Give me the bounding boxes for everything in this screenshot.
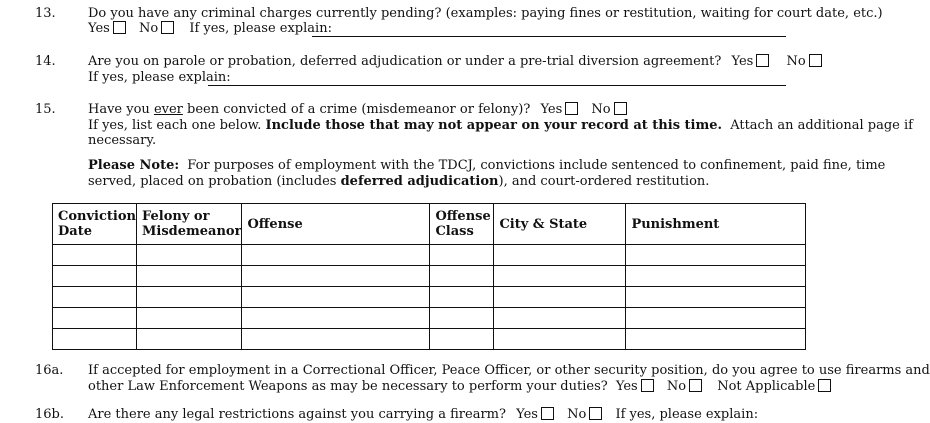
table-cell[interactable] [626,245,806,266]
question-text: Are there any legal restrictions against you carrying a firearm? [88,407,506,422]
question-text: Are you on parole or probation, deferred adjudication or under a pre-trial diversion agreement? [88,54,722,69]
table-cell[interactable] [242,287,430,308]
explain-field[interactable] [312,36,786,37]
header-felony-misdemeanor: Felony or Misdemeanor [137,204,242,245]
no-checkbox[interactable] [161,21,174,34]
table-cell[interactable] [53,287,137,308]
explain-label: If yes, please explain: [189,21,332,36]
table-cell[interactable] [137,266,242,287]
question-text: If accepted for employment in a Correctional Officer, Peace Officer, or other security position, do you agree to use firearms and [88,363,930,378]
please-note [88,158,885,174]
yes-checkbox[interactable] [565,102,578,115]
table-cell[interactable] [137,329,242,350]
question-16b-text [88,407,758,423]
yes-label: Yes [516,407,538,422]
question-16a-line-2 [88,379,834,395]
question-15-necessary [88,133,156,149]
table-cell[interactable] [494,329,626,350]
question-15-instructions [88,118,913,134]
question-13-text [88,6,883,22]
yes-checkbox[interactable] [113,21,126,34]
table-row [53,329,806,350]
question-text: Have you [88,102,154,117]
no-checkbox[interactable] [689,379,702,392]
explain-label: If yes, please explain: [615,407,759,422]
question-text: other Law Enforcement Weapons as may be necessary to perform your duties? [88,379,608,394]
question-text: Do you have any criminal charges currently pending? (examples: paying fines or restitution, waiting for court date, etc.) [88,6,883,21]
instruction-text: Attach an additional page if [730,118,913,133]
yes-label: Yes [540,102,563,117]
no-checkbox[interactable] [614,102,627,115]
table-cell[interactable] [53,245,137,266]
table-cell[interactable] [626,287,806,308]
table-cell[interactable] [53,329,137,350]
instruction-text: necessary. [88,133,157,148]
table-header-row [53,204,806,245]
no-label: No [567,407,587,422]
question-number: 14. [35,54,56,69]
question-15-text [88,102,630,118]
table-cell[interactable] [430,308,494,329]
question-number: 15. [35,102,56,117]
table-row [53,245,806,266]
table-cell[interactable] [494,308,626,329]
explain-label: If yes, please explain: [88,70,231,85]
question-number: 16a. [35,363,64,378]
table-cell[interactable] [430,329,494,350]
table-cell[interactable] [494,245,626,266]
note-text: ), and court-ordered restitution. [498,174,710,189]
table-cell[interactable] [53,308,137,329]
table-cell[interactable] [430,266,494,287]
no-checkbox[interactable] [589,407,602,420]
table-row [53,266,806,287]
table-cell[interactable] [242,329,430,350]
explain-field[interactable] [208,85,786,86]
note-label: Please Note: [88,158,180,173]
table-cell[interactable] [137,287,242,308]
table-cell[interactable] [430,245,494,266]
please-note-line-2 [88,174,709,190]
no-label: No [138,21,159,36]
yes-label: Yes [731,54,754,69]
no-label: No [666,379,687,394]
table-cell[interactable] [242,266,430,287]
table-cell[interactable] [137,245,242,266]
note-text: served, placed on probation (includes [88,174,341,189]
question-16a-text [88,363,930,379]
no-label: No [786,54,806,69]
instruction-bold: Include those that may not appear on your record at this time. [265,118,723,133]
yes-label: Yes [615,379,638,394]
header-offense-class: Offense Class [430,204,494,245]
table-cell[interactable] [137,308,242,329]
table-cell[interactable] [242,245,430,266]
not-applicable-label: Not Applicable [717,379,816,394]
emphasis-ever: ever [153,102,183,117]
question-number: 13. [35,6,56,21]
table-cell[interactable] [494,287,626,308]
table-row [53,308,806,329]
table-cell[interactable] [626,266,806,287]
question-14-text [88,54,825,70]
header-punishment: Punishment [626,204,806,245]
note-text: For purposes of employment with the TDCJ, convictions include sentenced to confinement, paid fine, time [187,158,886,173]
conviction-table [52,203,806,350]
table-cell[interactable] [626,329,806,350]
yes-checkbox[interactable] [756,54,769,67]
no-checkbox[interactable] [809,54,822,67]
yes-label: Yes [88,21,110,36]
question-14-explain [88,70,231,86]
not-applicable-checkbox[interactable] [818,379,831,392]
question-13-answers [88,21,332,37]
note-bold: deferred adjudication [340,174,499,189]
header-city-state: City & State [494,204,626,245]
question-text: been convicted of a crime (misdemeanor or felony)? [182,102,531,117]
header-conviction-date: Conviction Date [53,204,137,245]
table-row [53,287,806,308]
table-cell[interactable] [626,308,806,329]
header-offense: Offense [242,204,430,245]
no-label: No [591,102,611,117]
table-cell[interactable] [242,308,430,329]
yes-checkbox[interactable] [541,407,554,420]
instruction-text: If yes, list each one below. [88,118,262,133]
question-number: 16b. [35,407,64,422]
table-cell[interactable] [53,266,137,287]
table-cell[interactable] [494,266,626,287]
table-cell[interactable] [430,287,494,308]
yes-checkbox[interactable] [641,379,654,392]
